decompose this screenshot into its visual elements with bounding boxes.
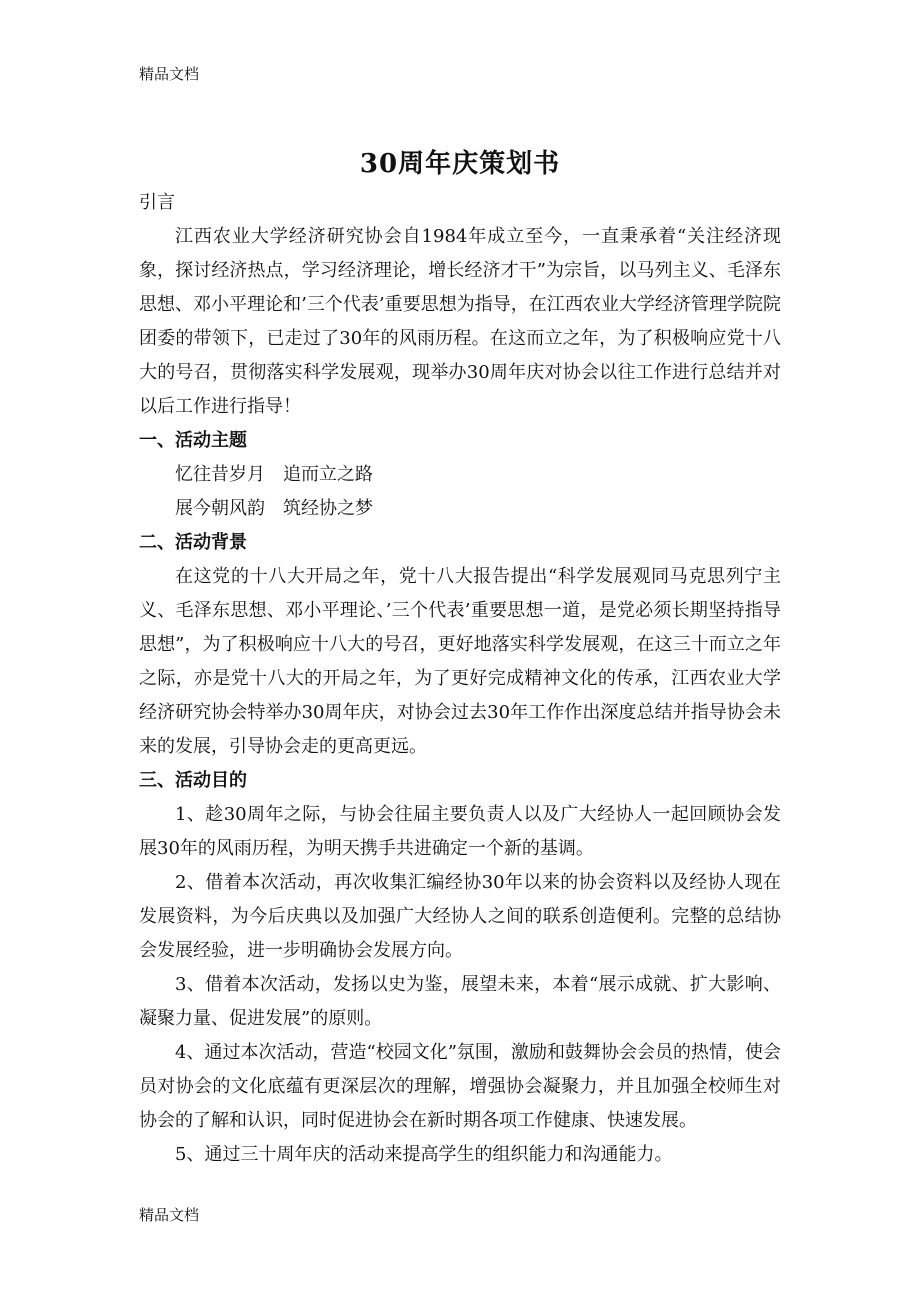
theme-line-2: 展今朝风韵 筑经协之梦: [175, 498, 373, 519]
section-heading-purpose: 三、活动目的: [139, 770, 247, 791]
purpose-item-2: 2、借着本次活动，再次收集汇编经协30年以来的协会资料以及经协人现在发展资料，为今后庆典以及加强广大经协人之间的联系创造便利。完整的总结协会发展经验，进一步明确协会发展方向。: [139, 872, 781, 961]
intro-paragraph: 江西农业大学经济研究协会自1984年成立至今，一直秉承着“关注经济现象，探讨经济热点，学习经济理论，增长经济才干”为宗旨，以马列主义、毛泽东思想、邓小平理论和’三个代表’重要思想为指导，在江西农业大学经济管理学院院团委的带领下，已走过了30年的风雨历程。在这而立之年，为了积极响应党十八大的号召，贯彻落实科学发展观，现举办30周年庆对协会以往工作进行总结并对以后工作进行指导！: [139, 226, 781, 417]
section-heading-background: 二、活动背景: [139, 532, 247, 553]
intro-label: 引言: [139, 192, 175, 213]
purpose-item-3: 3、借着本次活动，发扬以史为鉴，展望未来，本着“展示成就、扩大影响、凝聚力量、促进发展”的原则。: [139, 974, 781, 1029]
purpose-item-4: 4、通过本次活动，营造“校园文化”氛围，激励和鼓舞协会会员的热情，使会员对协会的文化底蕴有更深层次的理解，增强协会凝聚力，并且加强全校师生对协会的了解和认识，同时促进协会在新时期各项工作健康、快速发展。: [139, 1042, 781, 1131]
header-watermark-text: 精品文档: [139, 65, 200, 83]
document-body: [139, 186, 781, 1172]
purpose-item-5: 5、通过三十周年庆的活动来提高学生的组织能力和沟通能力。: [175, 1144, 673, 1165]
purpose-item-1: 1、趁30周年之际，与协会往届主要负责人以及广大经协人一起回顾协会发展30年的风雨历程，为明天携手共进确定一个新的基调。: [139, 804, 781, 859]
background-paragraph: 在这党的十八大开局之年，党十八大报告提出“科学发展观同马克思列宁主义、毛泽东思想、邓小平理论、’三个代表’重要思想一道，是党必须长期坚持指导思想”，为了积极响应十八大的号召，更好地落实科学发展观，在这三十而立之年之际，亦是党十八大的开局之年，为了更好完成精神文化的传承，江西农业大学经济研究协会特举办30周年庆，对协会过去30年工作作出深度总结并指导协会未来的发展，引导协会走的更高更远。: [139, 566, 781, 757]
footer-watermark-text: 精品文档: [139, 1206, 200, 1224]
section-heading-theme: 一、活动主题: [139, 430, 247, 451]
document-title: 30周年庆策划书: [359, 149, 561, 179]
theme-line-1: 忆往昔岁月 追而立之路: [175, 464, 373, 485]
